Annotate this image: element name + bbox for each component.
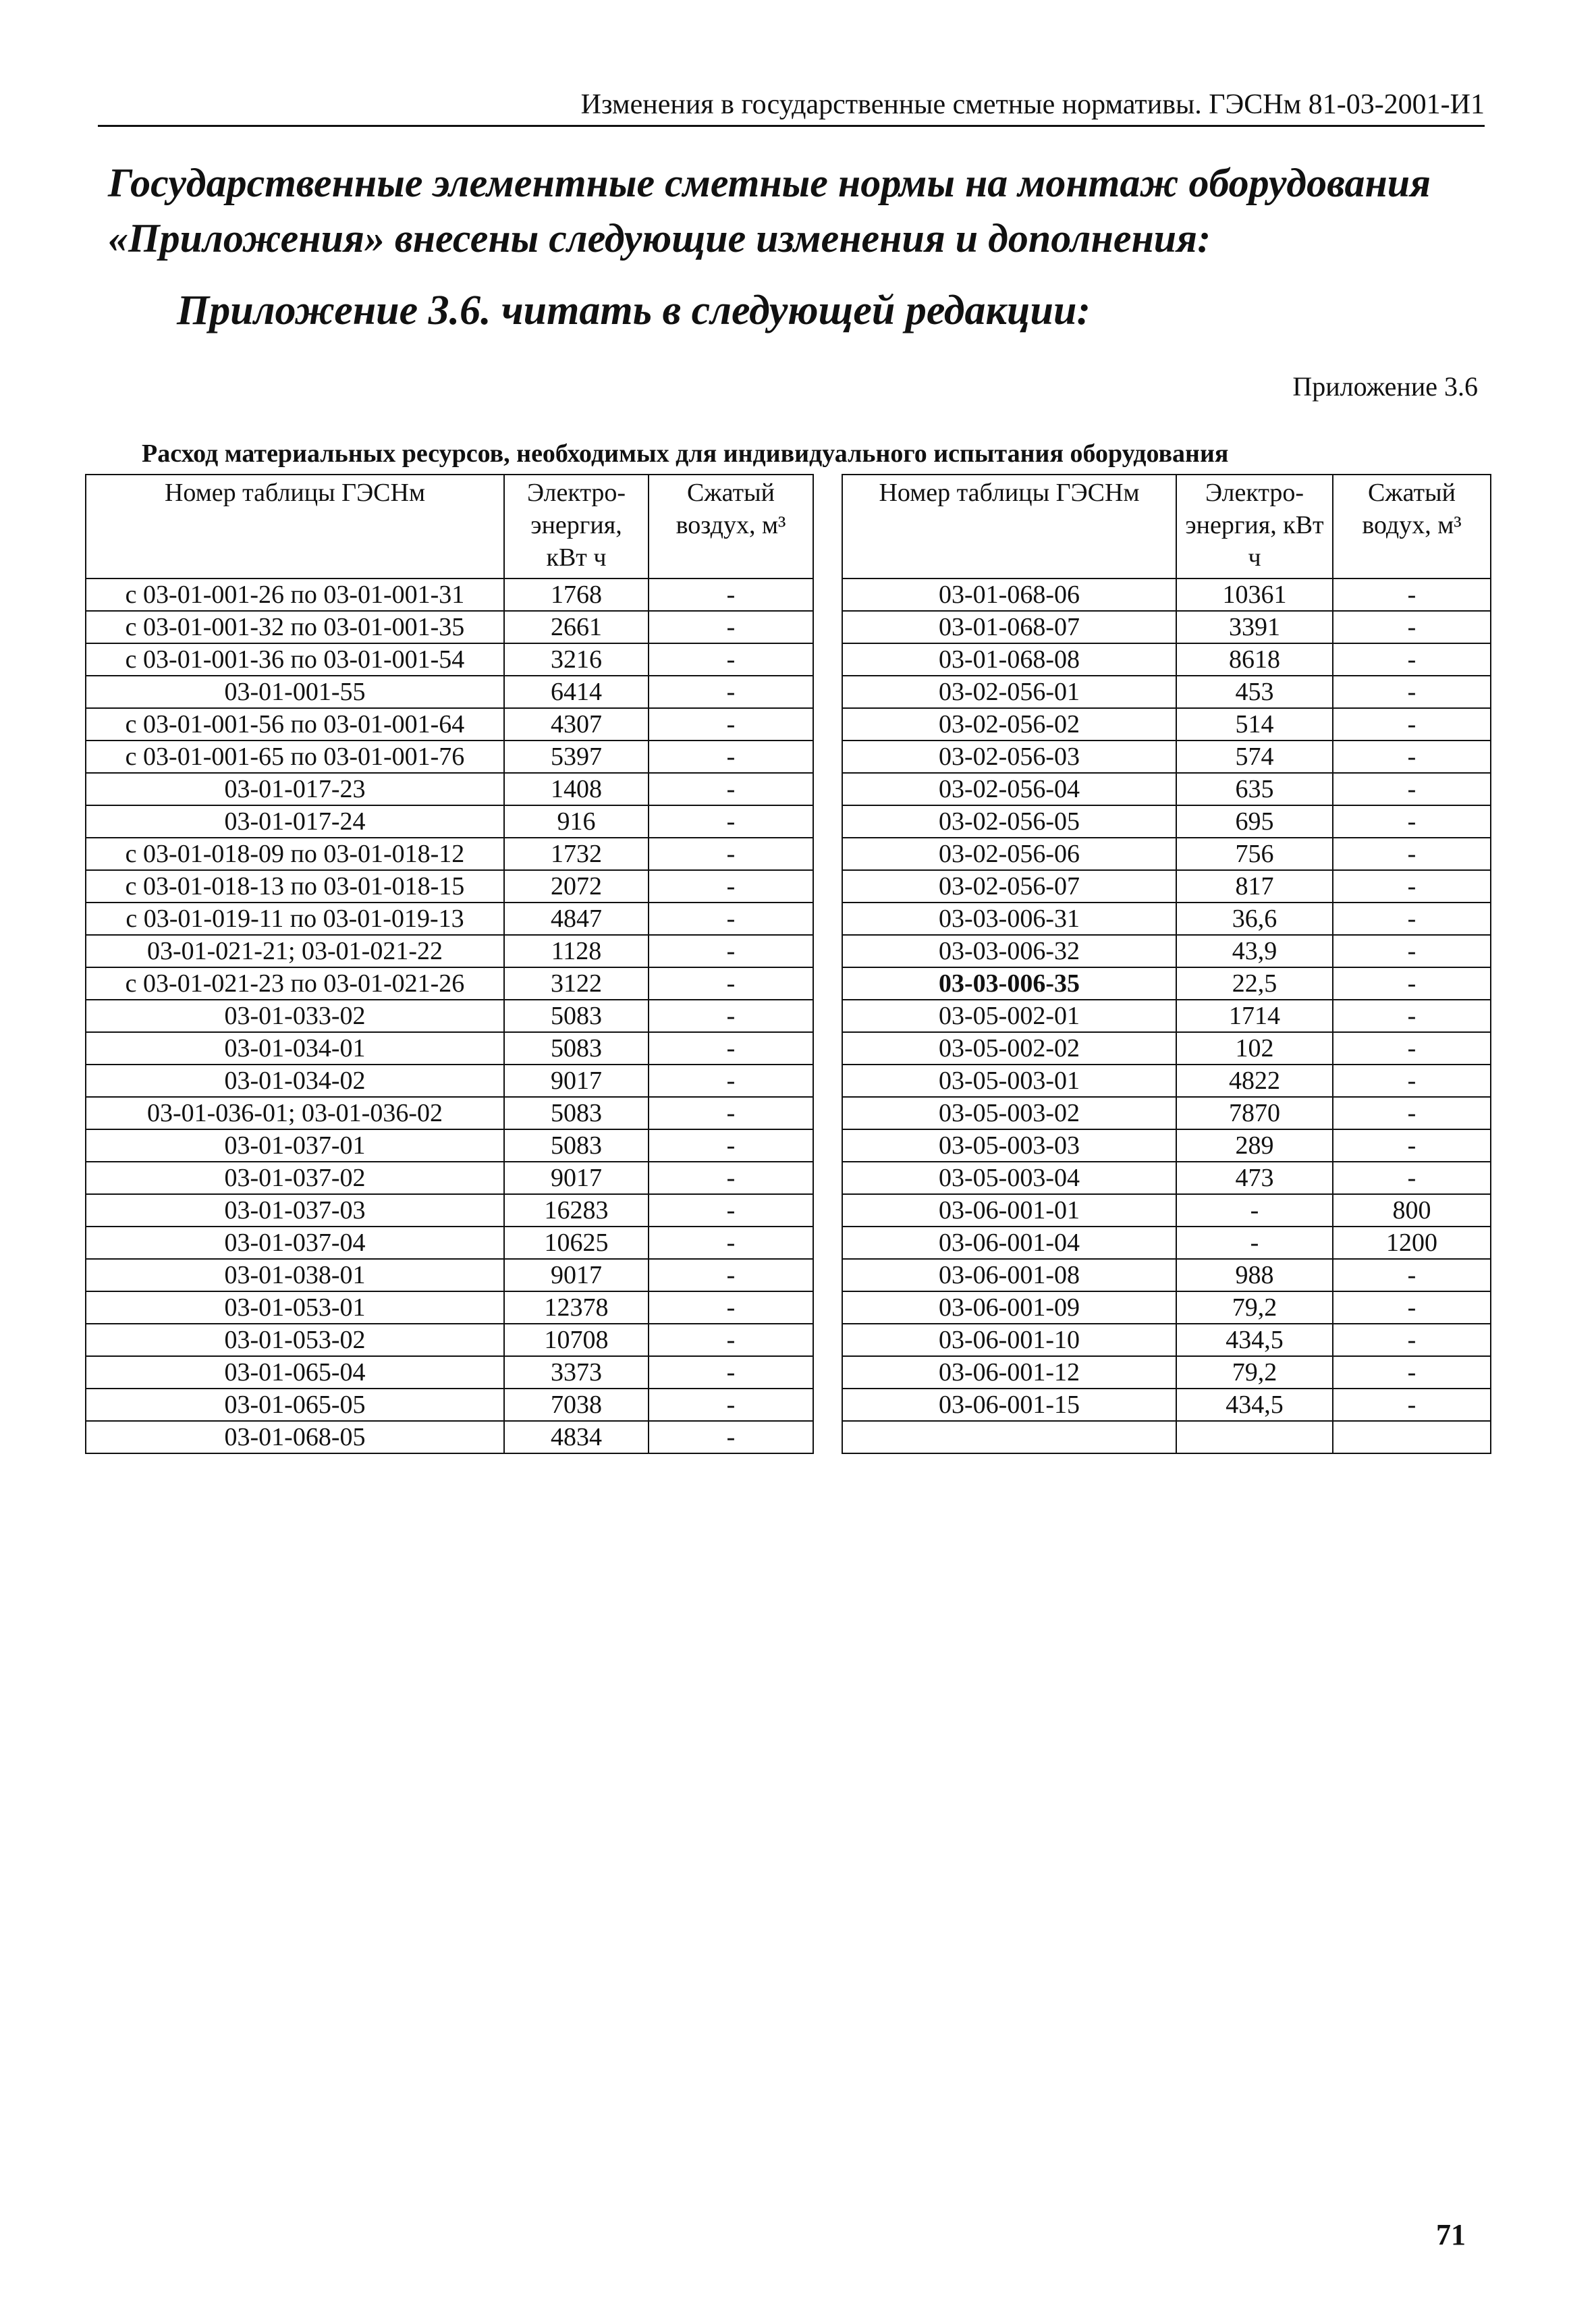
table-number-cell: 03-02-056-05 [842, 805, 1176, 838]
table-number-cell: 03-01-068-05 [86, 1421, 504, 1453]
compressed-air-cell: - [649, 805, 813, 838]
electricity-cell: 3391 [1176, 611, 1333, 643]
resources-table-left [85, 474, 814, 1454]
section-title: Приложение 3.6. читать в следующей редакции: [177, 288, 1091, 333]
column-header-electricity: Электро-энергия, кВт ч [504, 475, 649, 579]
resources-table-right [842, 474, 1491, 1454]
table-number-cell: с 03-01-001-26 по 03-01-001-31 [86, 579, 504, 611]
compressed-air-cell: - [649, 1324, 813, 1356]
table-number-cell: 03-01-017-24 [86, 805, 504, 838]
electricity-cell: 5083 [504, 1032, 649, 1065]
table-number-cell: 03-06-001-01 [842, 1194, 1176, 1227]
electricity-cell: - [1176, 1227, 1333, 1259]
compressed-air-cell: - [649, 967, 813, 1000]
table-number-cell: с 03-01-019-11 по 03-01-019-13 [86, 903, 504, 935]
table-number-cell: 03-01-065-04 [86, 1356, 504, 1389]
table-row [86, 935, 813, 967]
running-header: Изменения в государственные сметные нормативы. ГЭСНм 81-03-2001-И1 [98, 84, 1485, 127]
table-number-cell: 03-01-068-07 [842, 611, 1176, 643]
table-row [86, 1000, 813, 1032]
column-header-table-number: Номер таблицы ГЭСНм [842, 475, 1176, 579]
compressed-air-cell: - [1333, 1065, 1491, 1097]
table-row [86, 773, 813, 805]
compressed-air-cell: - [1333, 1389, 1491, 1421]
document-title-line-2: «Приложения» внесены следующие изменения и дополнения: [108, 216, 1211, 261]
table-row [86, 579, 813, 611]
table-row [842, 708, 1491, 741]
table-row [842, 870, 1491, 903]
column-header-compressed-air: Сжатый воздух, м³ [649, 475, 813, 579]
electricity-cell: 473 [1176, 1162, 1333, 1194]
table-number-cell: 03-03-006-32 [842, 935, 1176, 967]
electricity-cell: 79,2 [1176, 1356, 1333, 1389]
table-number-cell: с 03-01-001-56 по 03-01-001-64 [86, 708, 504, 741]
electricity-cell: 2661 [504, 611, 649, 643]
table-number-cell: 03-02-056-03 [842, 741, 1176, 773]
compressed-air-cell [1333, 1421, 1491, 1453]
compressed-air-cell: - [1333, 870, 1491, 903]
table-row [842, 643, 1491, 676]
table-number-cell: 03-01-053-01 [86, 1291, 504, 1324]
table-row [86, 1259, 813, 1291]
table-row [86, 1389, 813, 1421]
compressed-air-cell: - [649, 741, 813, 773]
electricity-cell: 43,9 [1176, 935, 1333, 967]
table-row [86, 1194, 813, 1227]
electricity-cell: 10625 [504, 1227, 649, 1259]
table-row [842, 1324, 1491, 1356]
electricity-cell: 756 [1176, 838, 1333, 870]
table-row [86, 1291, 813, 1324]
electricity-cell: 289 [1176, 1129, 1333, 1162]
resources-table-left-body [86, 579, 813, 1453]
compressed-air-cell: - [649, 1000, 813, 1032]
compressed-air-cell: - [649, 1032, 813, 1065]
compressed-air-cell: - [649, 1421, 813, 1453]
compressed-air-cell: - [1333, 708, 1491, 741]
document-title-line-1: Государственные элементные сметные нормы на монтаж оборудования [108, 161, 1431, 205]
table-row [842, 1194, 1491, 1227]
compressed-air-cell: - [649, 643, 813, 676]
electricity-cell: 434,5 [1176, 1324, 1333, 1356]
electricity-cell: 7038 [504, 1389, 649, 1421]
table-row [842, 1291, 1491, 1324]
table-number-cell: 03-01-038-01 [86, 1259, 504, 1291]
table-row [842, 838, 1491, 870]
compressed-air-cell: - [1333, 967, 1491, 1000]
electricity-cell: 1408 [504, 773, 649, 805]
table-number-cell: 03-01-065-05 [86, 1389, 504, 1421]
table-row [842, 1259, 1491, 1291]
compressed-air-cell: - [1333, 773, 1491, 805]
electricity-cell: - [1176, 1194, 1333, 1227]
compressed-air-cell: - [1333, 805, 1491, 838]
table-row [842, 773, 1491, 805]
table-row [842, 1129, 1491, 1162]
electricity-cell: 1768 [504, 579, 649, 611]
electricity-cell: 9017 [504, 1162, 649, 1194]
table-row [86, 1356, 813, 1389]
table-header-row [86, 475, 813, 579]
table-number-cell: 03-05-002-02 [842, 1032, 1176, 1065]
table-row [842, 1421, 1491, 1453]
page-number: 71 [1436, 2218, 1466, 2251]
table-number-cell: 03-06-001-12 [842, 1356, 1176, 1389]
compressed-air-cell: - [1333, 643, 1491, 676]
table-number-cell: 03-06-001-08 [842, 1259, 1176, 1291]
electricity-cell: 79,2 [1176, 1291, 1333, 1324]
table-number-cell: 03-05-003-04 [842, 1162, 1176, 1194]
table-number-cell: 03-02-056-06 [842, 838, 1176, 870]
compressed-air-cell: - [649, 870, 813, 903]
compressed-air-cell: - [649, 773, 813, 805]
electricity-cell: 5083 [504, 1129, 649, 1162]
table-number-cell: 03-01-068-06 [842, 579, 1176, 611]
resources-table-right-body [842, 579, 1491, 1453]
electricity-cell: 7870 [1176, 1097, 1333, 1129]
electricity-cell: 574 [1176, 741, 1333, 773]
table-number-cell: 03-06-001-09 [842, 1291, 1176, 1324]
compressed-air-cell: - [649, 1097, 813, 1129]
electricity-cell: 9017 [504, 1065, 649, 1097]
compressed-air-cell: - [1333, 838, 1491, 870]
table-row [842, 1227, 1491, 1259]
electricity-cell [1176, 1421, 1333, 1453]
compressed-air-cell: - [649, 1389, 813, 1421]
table-number-cell: с 03-01-001-32 по 03-01-001-35 [86, 611, 504, 643]
table-number-cell: 03-05-003-02 [842, 1097, 1176, 1129]
table-number-cell [842, 1421, 1176, 1453]
compressed-air-cell: - [649, 1356, 813, 1389]
compressed-air-cell: - [649, 1065, 813, 1097]
compressed-air-cell: - [1333, 741, 1491, 773]
table-row [842, 1389, 1491, 1421]
electricity-cell: 817 [1176, 870, 1333, 903]
electricity-cell: 2072 [504, 870, 649, 903]
compressed-air-cell: 800 [1333, 1194, 1491, 1227]
electricity-cell: 988 [1176, 1259, 1333, 1291]
electricity-cell: 514 [1176, 708, 1333, 741]
compressed-air-cell: - [1333, 1097, 1491, 1129]
table-number-cell: 03-06-001-15 [842, 1389, 1176, 1421]
document-title [108, 155, 1498, 266]
table-row [86, 1097, 813, 1129]
table-number-cell: 03-01-037-01 [86, 1129, 504, 1162]
table-number-cell: 03-01-037-04 [86, 1227, 504, 1259]
table-number-cell: 03-05-002-01 [842, 1000, 1176, 1032]
table-row [86, 1162, 813, 1194]
compressed-air-cell: - [1333, 1356, 1491, 1389]
table-row [842, 579, 1491, 611]
electricity-cell: 1714 [1176, 1000, 1333, 1032]
table-row [86, 1421, 813, 1453]
compressed-air-cell: - [649, 903, 813, 935]
electricity-cell: 5083 [504, 1000, 649, 1032]
table-number-cell: 03-01-037-03 [86, 1194, 504, 1227]
electricity-cell: 695 [1176, 805, 1333, 838]
compressed-air-cell: - [649, 1162, 813, 1194]
electricity-cell: 4307 [504, 708, 649, 741]
table-number-cell: с 03-01-018-09 по 03-01-018-12 [86, 838, 504, 870]
compressed-air-cell: - [649, 1291, 813, 1324]
compressed-air-cell: - [1333, 1162, 1491, 1194]
table-number-cell: 03-03-006-35 [842, 967, 1176, 1000]
electricity-cell: 3122 [504, 967, 649, 1000]
table-number-cell: 03-02-056-07 [842, 870, 1176, 903]
table-row [86, 805, 813, 838]
electricity-cell: 12378 [504, 1291, 649, 1324]
table-row [842, 1065, 1491, 1097]
electricity-cell: 36,6 [1176, 903, 1333, 935]
table-number-cell: 03-01-034-02 [86, 1065, 504, 1097]
compressed-air-cell: - [1333, 579, 1491, 611]
table-number-cell: 03-01-017-23 [86, 773, 504, 805]
table-row [842, 1356, 1491, 1389]
electricity-cell: 102 [1176, 1032, 1333, 1065]
compressed-air-cell: - [649, 611, 813, 643]
table-row [842, 1097, 1491, 1129]
table-number-cell: с 03-01-001-65 по 03-01-001-76 [86, 741, 504, 773]
compressed-air-cell: - [649, 1227, 813, 1259]
electricity-cell: 4847 [504, 903, 649, 935]
column-header-compressed-air: Сжатый водух, м³ [1333, 475, 1491, 579]
electricity-cell: 4822 [1176, 1065, 1333, 1097]
electricity-cell: 453 [1176, 676, 1333, 708]
table-row [86, 708, 813, 741]
table-row [86, 643, 813, 676]
table-row [842, 903, 1491, 935]
compressed-air-cell: - [1333, 1324, 1491, 1356]
table-number-cell: 03-01-037-02 [86, 1162, 504, 1194]
table-number-cell: с 03-01-001-36 по 03-01-001-54 [86, 643, 504, 676]
compressed-air-cell: - [1333, 611, 1491, 643]
table-row [86, 1324, 813, 1356]
table-row [86, 1129, 813, 1162]
table-row [86, 870, 813, 903]
electricity-cell: 6414 [504, 676, 649, 708]
table-row [842, 1162, 1491, 1194]
table-row [842, 741, 1491, 773]
column-header-electricity: Электро-энергия, кВт ч [1176, 475, 1333, 579]
electricity-cell: 9017 [504, 1259, 649, 1291]
electricity-cell: 10708 [504, 1324, 649, 1356]
appendix-label: Приложение 3.6 [1292, 371, 1478, 402]
electricity-cell: 16283 [504, 1194, 649, 1227]
table-number-cell: 03-01-033-02 [86, 1000, 504, 1032]
compressed-air-cell: - [1333, 1000, 1491, 1032]
table-number-cell: 03-01-034-01 [86, 1032, 504, 1065]
electricity-cell: 635 [1176, 773, 1333, 805]
table-row [842, 805, 1491, 838]
table-number-cell: 03-01-001-55 [86, 676, 504, 708]
electricity-cell: 3373 [504, 1356, 649, 1389]
table-row [86, 676, 813, 708]
table-number-cell: 03-05-003-03 [842, 1129, 1176, 1162]
table-number-cell: 03-01-021-21; 03-01-021-22 [86, 935, 504, 967]
electricity-cell: 1732 [504, 838, 649, 870]
table-number-cell: 03-05-003-01 [842, 1065, 1176, 1097]
electricity-cell: 8618 [1176, 643, 1333, 676]
compressed-air-cell: - [649, 676, 813, 708]
electricity-cell: 4834 [504, 1421, 649, 1453]
table-number-cell: 03-01-053-02 [86, 1324, 504, 1356]
table-number-cell: 03-02-056-04 [842, 773, 1176, 805]
compressed-air-cell: - [649, 1194, 813, 1227]
table-row [842, 611, 1491, 643]
table-row [86, 611, 813, 643]
electricity-cell: 434,5 [1176, 1389, 1333, 1421]
electricity-cell: 22,5 [1176, 967, 1333, 1000]
electricity-cell: 10361 [1176, 579, 1333, 611]
table-number-cell: 03-06-001-10 [842, 1324, 1176, 1356]
table-caption: Расход материальных ресурсов, необходимых для индивидуального испытания оборудования [142, 439, 1229, 468]
table-number-cell: 03-03-006-31 [842, 903, 1176, 935]
compressed-air-cell: - [1333, 1259, 1491, 1291]
table-row [86, 903, 813, 935]
table-number-cell: 03-02-056-02 [842, 708, 1176, 741]
compressed-air-cell: - [649, 1129, 813, 1162]
table-number-cell: 03-01-068-08 [842, 643, 1176, 676]
compressed-air-cell: - [1333, 1032, 1491, 1065]
electricity-cell: 916 [504, 805, 649, 838]
table-row [86, 838, 813, 870]
compressed-air-cell: - [1333, 1291, 1491, 1324]
table-number-cell: 03-06-001-04 [842, 1227, 1176, 1259]
table-row [86, 1065, 813, 1097]
electricity-cell: 1128 [504, 935, 649, 967]
electricity-cell: 5083 [504, 1097, 649, 1129]
column-header-table-number: Номер таблицы ГЭСНм [86, 475, 504, 579]
compressed-air-cell: - [1333, 676, 1491, 708]
table-number-cell: 03-01-036-01; 03-01-036-02 [86, 1097, 504, 1129]
table-row [842, 676, 1491, 708]
table-number-cell: с 03-01-021-23 по 03-01-021-26 [86, 967, 504, 1000]
table-header-row [842, 475, 1491, 579]
compressed-air-cell: - [649, 1259, 813, 1291]
table-row [842, 1000, 1491, 1032]
table-row [842, 1032, 1491, 1065]
table-row [86, 1227, 813, 1259]
compressed-air-cell: - [1333, 1129, 1491, 1162]
table-row [842, 967, 1491, 1000]
table-row [86, 967, 813, 1000]
compressed-air-cell: - [649, 935, 813, 967]
compressed-air-cell: 1200 [1333, 1227, 1491, 1259]
electricity-cell: 5397 [504, 741, 649, 773]
table-row [842, 935, 1491, 967]
compressed-air-cell: - [1333, 935, 1491, 967]
table-number-cell: 03-02-056-01 [842, 676, 1176, 708]
compressed-air-cell: - [649, 579, 813, 611]
electricity-cell: 3216 [504, 643, 649, 676]
table-row [86, 1032, 813, 1065]
table-row [86, 741, 813, 773]
compressed-air-cell: - [649, 708, 813, 741]
compressed-air-cell: - [649, 838, 813, 870]
table-number-cell: с 03-01-018-13 по 03-01-018-15 [86, 870, 504, 903]
compressed-air-cell: - [1333, 903, 1491, 935]
